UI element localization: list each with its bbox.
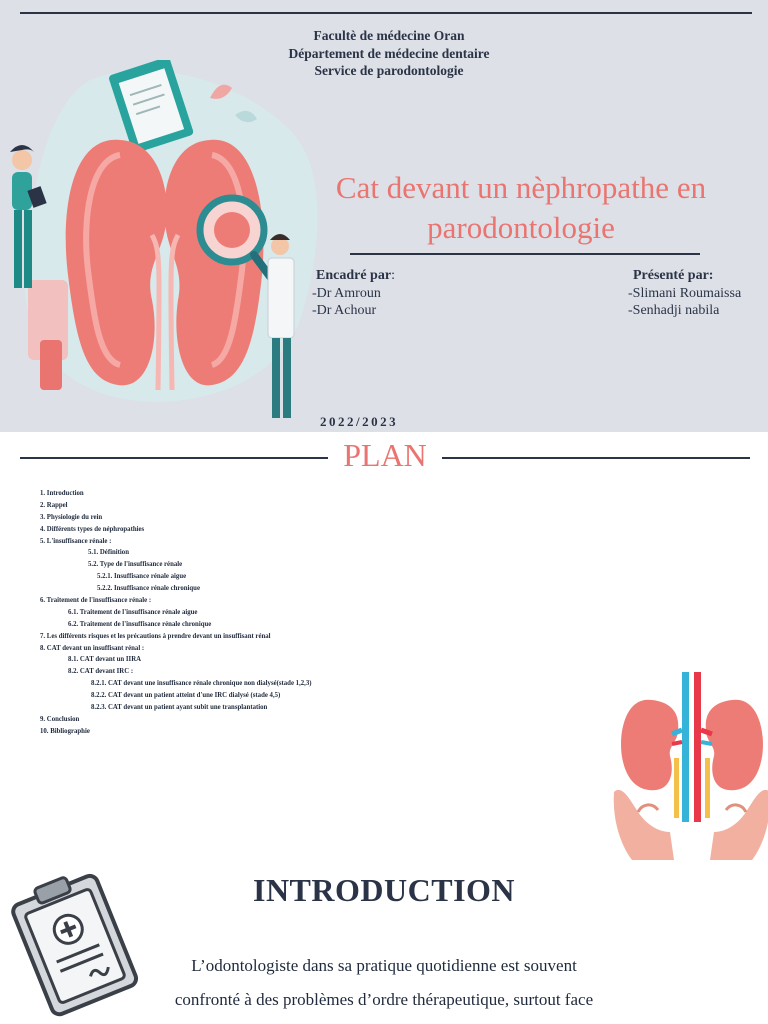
- toc-item: 5.1. Définition: [88, 549, 129, 557]
- toc-item: 8.2. CAT devant IRC :: [68, 668, 134, 676]
- toc-item: 5.2.1. Insuffisance rénale aigue: [97, 573, 187, 581]
- plan-divider-left: [20, 457, 328, 459]
- title-divider: [350, 253, 700, 255]
- toc-item: 4. Différents types de néphropathies: [40, 525, 145, 533]
- service-line: Service de parodontologie: [314, 63, 464, 78]
- toc-item: 8.1. CAT devant un IIRA: [68, 656, 142, 664]
- toc-item: 2. Rappel: [40, 501, 68, 509]
- kidney-hands-illustration: [612, 672, 768, 862]
- presentation-title: [288, 168, 754, 248]
- supervised-by-label: Encadré par: [316, 268, 392, 283]
- supervised-by-heading: [316, 268, 395, 284]
- toc-item: 3. Physiologie du rein: [40, 513, 103, 521]
- table-of-contents: [40, 488, 312, 738]
- toc-item: 10. Bibliographie: [40, 727, 90, 735]
- introduction-line: L’odontologiste dans sa pratique quotidienne est souvent: [191, 956, 577, 975]
- toc-item: 1. Introduction: [40, 490, 84, 497]
- toc-item: 6. Traitement de l'insuffisance rénale :: [40, 597, 152, 605]
- faculty-line: Facultè de médecine Oran: [313, 28, 465, 43]
- presenter-name: -Senhadji nabila: [628, 303, 720, 318]
- cover-slide: [0, 0, 768, 432]
- toc-item: 8.2.2. CAT devant un patient atteint d'une IRC dialysé (stade 4,5): [91, 692, 281, 700]
- toc-item: 5.2. Type de l'insuffisance rénale: [88, 561, 183, 569]
- toc-item: 6.1. Traitement de l'insuffisance rénale aigue: [68, 608, 198, 616]
- academic-year: 2022/2023: [320, 414, 399, 429]
- toc-item: 9. Conclusion: [40, 715, 80, 723]
- department-line: Département de médecine dentaire: [288, 45, 490, 61]
- supervised-by-colon: :: [391, 268, 395, 283]
- toc-item: 7. Les différents risques et les précautions à prendre devant un insuffisant rénal: [40, 632, 271, 640]
- toc-item: 5. L'insuffisance rénale :: [40, 537, 112, 545]
- title-line: Cat devant un nèphropathe en: [335, 170, 707, 205]
- medical-clipboard-icon: [0, 866, 150, 1024]
- introduction-title: INTRODUCTION: [252, 872, 516, 908]
- introduction-line: confronté à des problèmes d’ordre thérapeutique, surtout face: [174, 990, 594, 1009]
- presented-by-heading: Présenté par:: [633, 268, 714, 283]
- plan-divider-right: [442, 457, 750, 459]
- toc-item: 5.2.2. Insuffisance rénale chronique: [97, 585, 200, 593]
- top-divider: [20, 12, 752, 14]
- presenter-name: -Slimani Roumaissa: [628, 286, 742, 301]
- toc-item: 8.2.1. CAT devant une insuffisance rénale chronique non dialysé(stade 1,2,3): [91, 680, 312, 688]
- supervisor-name: -Dr Amroun: [312, 286, 381, 301]
- supervisor-name: -Dr Achour: [312, 303, 377, 318]
- kidney-doctors-illustration: [0, 60, 330, 432]
- toc-item: 8.2.3. CAT devant un patient ayant subit une transplantation: [91, 704, 268, 712]
- plan-title: PLAN: [343, 437, 427, 473]
- toc-item: 8. CAT devant un insuffisant rénal :: [40, 644, 145, 652]
- title-line: parodontologie: [427, 210, 615, 245]
- toc-item: 6.2. Traitement de l'insuffisance rénale chronique: [68, 620, 212, 628]
